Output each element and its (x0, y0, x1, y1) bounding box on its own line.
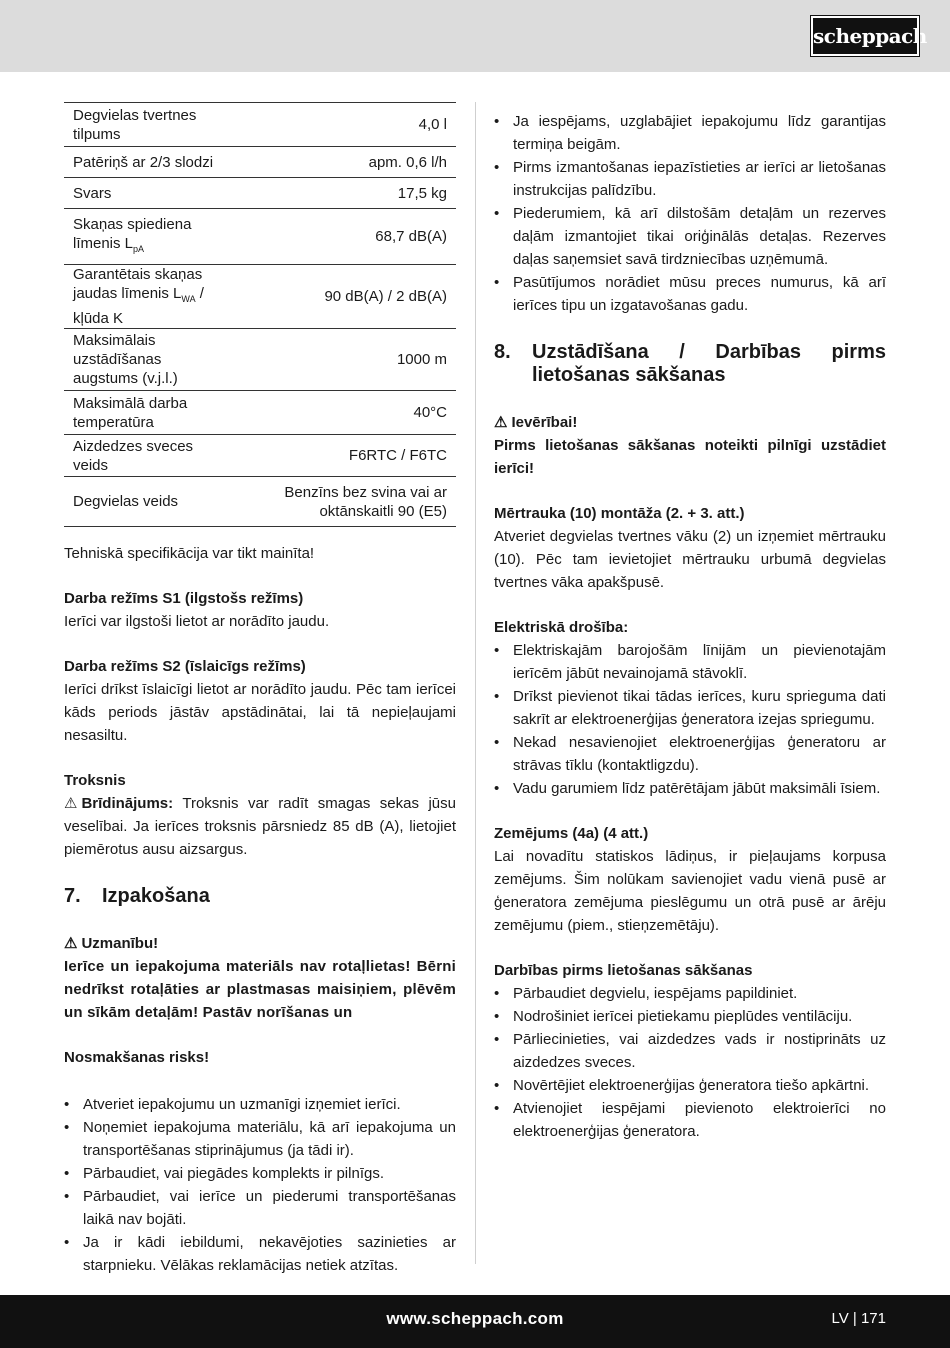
list-item: • Nodrošiniet ierīcei pietiekamu pieplūdes ventilāciju. (494, 1005, 886, 1028)
list-item: • Pārbaudiet, vai ierīce un piederumi transportēšanas laikā nav bojāti. (64, 1185, 456, 1231)
attention-label: Uzmanību! (81, 935, 159, 952)
right-column (494, 110, 886, 1143)
spec-value: 4,0 l (222, 103, 456, 147)
s1-title: Darba režīms S1 (ilgstošs režīms) (64, 590, 304, 607)
left-column (64, 102, 456, 1277)
cup-title: Mērtrauka (10) montāža (2. + 3. att.) (494, 505, 745, 522)
section-8-heading (494, 341, 886, 387)
spec-note: Tehniskā specifikācija var tikt mainīta! (64, 545, 315, 562)
spec-key (64, 209, 222, 265)
spec-key: Svars (64, 178, 222, 209)
attention-text-2: Nosmakšanas risks! (64, 1049, 210, 1066)
s2-title: Darba režīms S2 (īslaicīgs režīms) (64, 658, 306, 675)
table-row (64, 329, 456, 391)
attention-label: Ievērībai! (511, 414, 578, 431)
list-item: • Pasūtījumos norādiet mūsu preces numurus, kā arī ierīces tipu un izgatavošanas gadu. (494, 271, 886, 317)
section-number: 8. (494, 341, 511, 363)
section-number: 7. (64, 885, 81, 907)
ground-title: Zemējums (4a) (4 att.) (494, 825, 649, 842)
list-item: • Pirms izmantošanas iepazīstieties ar ierīci ar lietošanas instrukcijas palīdzību. (494, 156, 886, 202)
list-item: • Elektriskajām barojošām līnijām un pievienotajām ierīcēm jābūt nevainojamā stāvoklī. (494, 639, 886, 685)
spec-value: 68,7 dB(A) (222, 209, 456, 265)
attention-text: Pirms lietošanas sākšanas noteikti pilnīgi uzstādiet ierīci! (494, 437, 886, 477)
list-item: • Pārliecinieties, vai aizdedzes vads ir nostiprināts uz aizdedzes sveces. (494, 1028, 886, 1074)
spec-value: Benzīns bez svina vai ar oktānskaitli 90 (E5) (222, 477, 456, 527)
list-item: • Pārbaudiet, vai piegādes komplekts ir pilnīgs. (64, 1162, 456, 1185)
spec-key-subscript: WA (181, 294, 196, 304)
table-row (64, 435, 456, 477)
spec-key: Degvielas veids (64, 477, 222, 527)
spec-value: apm. 0,6 l/h (222, 147, 456, 178)
spec-value: 40°C (222, 391, 456, 435)
table-row (64, 209, 456, 265)
table-row (64, 147, 456, 178)
spec-value: 17,5 kg (222, 178, 456, 209)
table-row (64, 103, 456, 147)
page-number: LV | 171 (831, 1310, 886, 1327)
list-item: • Noņemiet iepakojuma materiālu, kā arī iepakojuma un transportēšanas stiprinājumus (ja tādi ir). (64, 1116, 456, 1162)
list-item: • Atvienojiet iespējami pievienoto elektroierīci no elektroenerģijas ģeneratora. (494, 1097, 886, 1143)
table-row (64, 477, 456, 527)
warning-icon: ⚠ (494, 414, 508, 431)
spec-key: Degvielas tvertnes tilpums (64, 103, 222, 147)
pre-list (494, 982, 886, 1143)
table-row (64, 178, 456, 209)
list-item: • Novērtējiet elektroenerģijas ģeneratora tiešo apkārtni. (494, 1074, 886, 1097)
section-title: Izpakošana (102, 885, 210, 907)
spec-key: Maksimālā darba temperatūra (64, 391, 222, 435)
s2-text: Ierīci drīkst īslaicīgi lietot ar norādīto jaudu. Pēc tam ierīcei kāds periods jāstāv apstādinātai, lai tā nepieļaujami nesasiltu. (64, 681, 456, 744)
spec-value: F6RTC / F6TC (222, 435, 456, 477)
scheppach-logo: scheppach (811, 16, 919, 56)
attention-line (64, 932, 456, 955)
warning-icon: ⚠ (64, 795, 78, 812)
list-item: • Nekad nesavienojiet elektroenerģijas ģeneratoru ar strāvas tīklu (kontaktligzdu). (494, 731, 886, 777)
list-item: • Ja iespējams, uzglabājiet iepakojumu līdz garantijas termiņa beigām. (494, 110, 886, 156)
noise-paragraph (64, 792, 456, 861)
noise-title: Troksnis (64, 772, 126, 789)
spec-key-text: Garantētais skaņas jaudas līmenis L (73, 266, 203, 302)
header-bar (0, 0, 950, 72)
spec-table (64, 102, 456, 527)
list-item: • Atveriet iepakojumu un uzmanīgi izņemiet ierīci. (64, 1093, 456, 1116)
spec-key: Patēriņš ar 2/3 slodzi (64, 147, 222, 178)
noise-text: Troksnis var radīt smagas sekas jūsu veselībai. Ja ierīces troksnis pārsniedz 85 dB (A), lietojiet piemērotus ausu aizsargus. (64, 795, 456, 858)
spec-key-text-after: / kļūda K (73, 285, 204, 327)
attention-line (494, 411, 886, 434)
section-title: Uzstādīšana / Darbības pirms lietošanas sākšanas (532, 341, 886, 386)
elec-title: Elektriskā drošība: (494, 619, 629, 636)
spec-key: Aizdedzes sveces veids (64, 435, 222, 477)
spec-key (64, 265, 222, 329)
noise-warn-label: Brīdinājums: (81, 795, 174, 812)
footer-url[interactable]: www.scheppach.com (386, 1309, 564, 1328)
list-item: • Vadu garumiem līdz patērētājam jābūt maksimāli īsiem. (494, 777, 886, 800)
ground-text: Lai novadītu statiskos lādiņus, ir pieļaujams korpusa zemējums. Šim nolūkam savienojiet vadu vienā pusē ar ģeneratora zemējuma pieslēgumu un otrā pusē ar ārēju zemējumu (piem., stieņzemētāju). (494, 848, 886, 934)
list-item: • Ja ir kādi iebildumi, nekavējoties sazinieties ar starpnieku. Vēlākas reklamācijas netiek atzītas. (64, 1231, 456, 1277)
column-divider (475, 102, 476, 1264)
table-row (64, 391, 456, 435)
s1-text: Ierīci var ilgstoši lietot ar norādīto jaudu. (64, 613, 330, 630)
warning-icon: ⚠ (64, 935, 78, 952)
unpack-list (64, 1093, 456, 1277)
spec-value: 1000 m (222, 329, 456, 391)
list-item: • Piederumiem, kā arī dilstošām detaļām un rezerves daļām izmantojiet tikai oriģinālās detaļas. Rezerves daļas saņemsiet savā tirdzniecības uzņēmumā. (494, 202, 886, 271)
cup-text: Atveriet degvielas tvertnes vāku (2) un izņemiet mērtrauku (10). Pēc tam ievietojiet mērtrauku urbumā degvielas tvertnes vāka apakšpusē. (494, 528, 886, 591)
pre-title: Darbības pirms lietošanas sākšanas (494, 962, 753, 979)
footer-bar (0, 1295, 950, 1348)
table-row (64, 265, 456, 329)
spec-value: 90 dB(A) / 2 dB(A) (222, 265, 456, 329)
storage-list (494, 110, 886, 317)
section-7-heading (64, 885, 456, 908)
elec-list (494, 639, 886, 800)
attention-text: Ierīce un iepakojuma materiāls nav rotaļlietas! Bērni nedrīkst rotaļāties ar plastmasas maisiņiem, plēvēm un sīkām detaļām! Pastāv norīšanas un (64, 958, 456, 1021)
spec-key-subscript: pA (133, 243, 145, 254)
spec-key: Maksimālais uzstādīšanas augstums (v.j.l.) (64, 329, 222, 391)
list-item: • Drīkst pievienot tikai tādas ierīces, kuru sprieguma dati sakrīt ar elektroenerģijas ģeneratora izejas spriegumu. (494, 685, 886, 731)
spec-key-text: Skaņas spiediena līmenis L (73, 215, 192, 252)
list-item: • Pārbaudiet degvielu, iespējams papildiniet. (494, 982, 886, 1005)
